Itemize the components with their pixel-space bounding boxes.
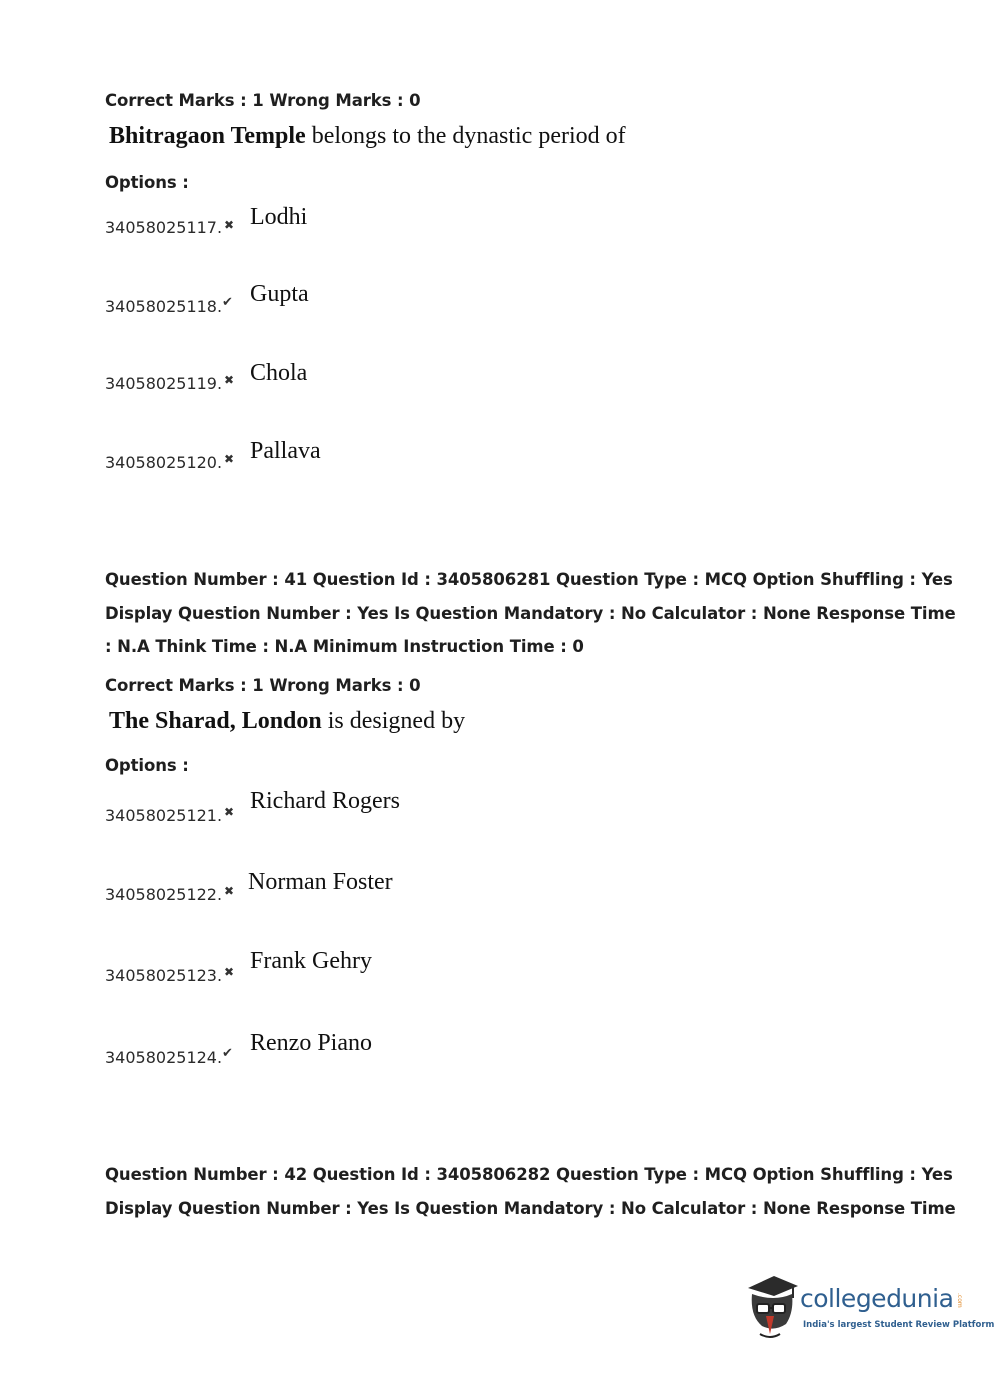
q40-question-rest: belongs to the dynastic period of <box>305 123 626 149</box>
q41-question-rest: is designed by <box>321 708 466 734</box>
q40-option-2-text: Gupta <box>250 281 309 307</box>
q40-option-3-id: 34058025119. <box>105 374 223 393</box>
q40-question-text <box>109 123 626 150</box>
logo-wordmark: collegedunia <box>800 1284 954 1313</box>
q41-option-4-text: Renzo Piano <box>250 1030 372 1056</box>
logo-suffix: .com <box>956 1293 963 1308</box>
q40-options-label: Options : <box>105 173 189 192</box>
check-icon: ✔ <box>222 1046 233 1061</box>
student-mascot-icon <box>740 1272 804 1344</box>
q41-option-3-id: 34058025123. <box>105 966 223 985</box>
q41-question-bold: The Sharad, London <box>109 708 322 734</box>
q40-option-4-text: Pallava <box>250 438 321 464</box>
check-icon: ✔ <box>222 295 233 310</box>
logo-tagline: India's largest Student Review Platform <box>803 1320 995 1330</box>
q40-option-2-id: 34058025118. <box>105 297 223 316</box>
q41-option-2-id: 34058025122. <box>105 885 223 904</box>
cross-icon: ✖ <box>224 884 235 898</box>
q40-marks: Correct Marks : 1 Wrong Marks : 0 <box>105 91 421 110</box>
q41-option-2-text: Norman Foster <box>248 869 393 895</box>
q42-meta-line-1: Question Number : 42 Question Id : 3405806282 Question Type : MCQ Option Shuffling : Yes <box>105 1165 953 1184</box>
cross-icon: ✖ <box>224 965 235 979</box>
q41-option-4-id: 34058025124. <box>105 1048 223 1067</box>
q41-meta-line-1: Question Number : 41 Question Id : 3405806281 Question Type : MCQ Option Shuffling : Yes <box>105 570 953 589</box>
q41-meta-line-3: : N.A Think Time : N.A Minimum Instruction Time : 0 <box>105 637 584 656</box>
cross-icon: ✖ <box>224 373 235 387</box>
q40-option-3-text: Chola <box>250 360 308 386</box>
q41-marks: Correct Marks : 1 Wrong Marks : 0 <box>105 676 421 695</box>
q41-option-1-id: 34058025121. <box>105 806 223 825</box>
q40-question-bold: Bhitragaon Temple <box>109 123 306 149</box>
cross-icon: ✖ <box>224 805 235 819</box>
cross-icon: ✖ <box>224 452 235 466</box>
q42-meta-line-2: Display Question Number : Yes Is Question Mandatory : No Calculator : None Response Time <box>105 1199 956 1218</box>
q40-option-1-text: Lodhi <box>250 204 308 230</box>
cross-icon: ✖ <box>224 218 235 232</box>
q41-option-3-text: Frank Gehry <box>250 948 372 974</box>
q41-options-label: Options : <box>105 756 189 775</box>
q41-option-1-text: Richard Rogers <box>250 788 400 814</box>
q40-option-1-id: 34058025117. <box>105 218 223 237</box>
q41-question-text <box>109 708 465 735</box>
q41-meta-line-2: Display Question Number : Yes Is Question Mandatory : No Calculator : None Response Time <box>105 604 956 623</box>
q40-option-4-id: 34058025120. <box>105 453 223 472</box>
